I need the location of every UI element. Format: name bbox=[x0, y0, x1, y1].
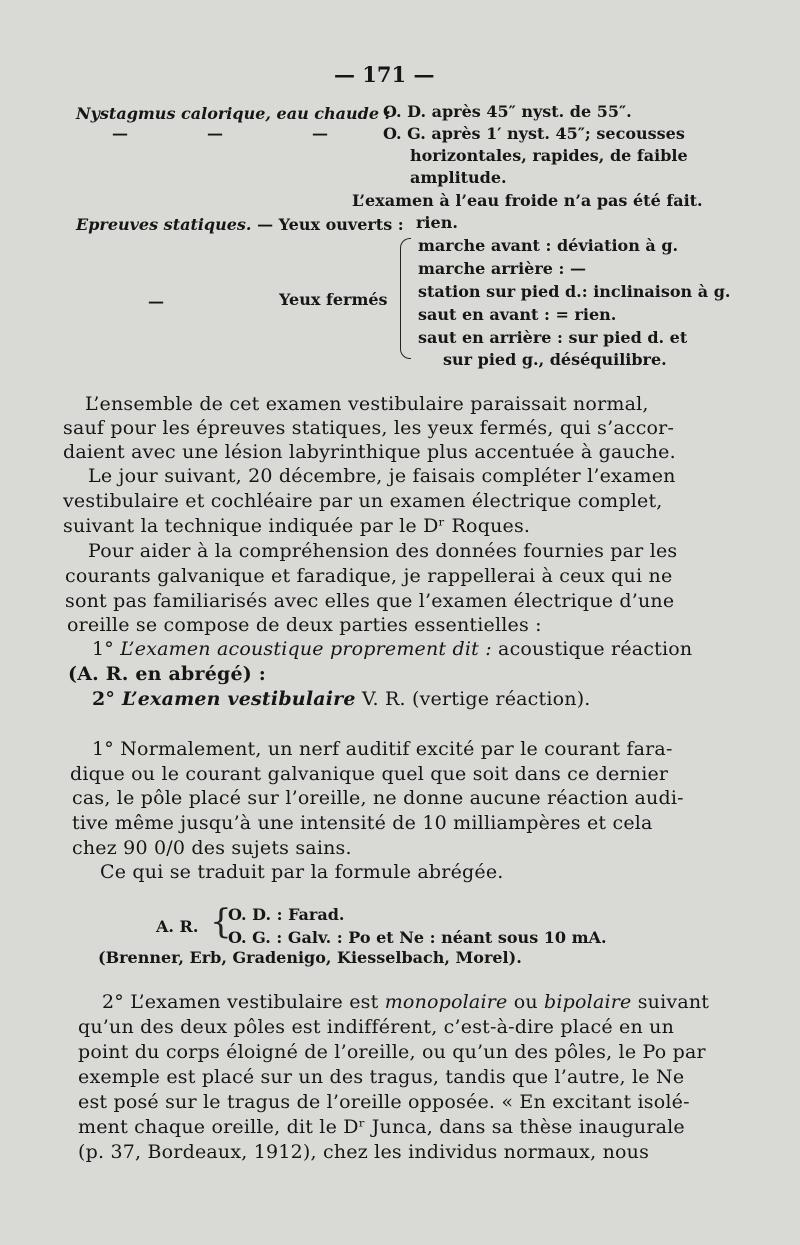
item-2-title: L’examen vestibulaire bbox=[121, 688, 356, 710]
text-run: suivant bbox=[631, 991, 710, 1013]
yeux-fermes-item: sur pied g., déséquilibre. bbox=[443, 350, 667, 369]
item-2 bbox=[92, 688, 591, 710]
nystagmus-label: Nystagmus calorique, eau chaude : bbox=[76, 104, 391, 123]
body-line: vestibulaire et cochléaire par un examen électrique complet, bbox=[63, 490, 663, 512]
yeux-fermes-item: station sur pied d.: inclinaison à g. bbox=[418, 282, 731, 301]
nystagmus-og-line: horizontales, rapides, de faible bbox=[410, 146, 688, 165]
yeux-fermes-label: Yeux fermés bbox=[279, 290, 388, 309]
body-line: L’ensemble de cet examen vestibulaire paraissait normal, bbox=[85, 393, 649, 415]
body-line: sauf pour les épreuves statiques, les yeux fermés, qui s’accor- bbox=[63, 417, 675, 439]
ditto-dash: — bbox=[112, 124, 128, 143]
yeux-fermes-item: marche avant : déviation à g. bbox=[418, 236, 679, 255]
epreuves-line bbox=[76, 215, 404, 234]
item-1-title: L’examen acoustique proprement dit : bbox=[120, 638, 492, 660]
item-1 bbox=[92, 638, 692, 660]
body-line: est posé sur le tragus de l’oreille opposée. « En excitant isolé- bbox=[78, 1091, 690, 1113]
body-line: Le jour suivant, 20 décembre, je faisais compléter l’examen bbox=[88, 465, 676, 487]
yeux-fermes-item: saut en avant : = rien. bbox=[418, 305, 617, 324]
nystagmus-note: L’examen à l’eau froide n’a pas été fait. bbox=[352, 191, 703, 210]
yeux-fermes-item: saut en arrière : sur pied d. et bbox=[418, 328, 688, 347]
text-run-italic: monopolaire bbox=[384, 991, 508, 1013]
nystagmus-od: O. D. après 45″ nyst. de 55″. bbox=[383, 102, 632, 121]
body-line: dique ou le courant galvanique quel que soit dans ce dernier bbox=[70, 763, 669, 785]
brace-top bbox=[400, 238, 411, 299]
body-line: Ce qui se traduit par la formule abrégée. bbox=[100, 861, 504, 883]
item-1-num: 1° bbox=[92, 638, 121, 660]
body-line: exemple est placé sur un des tragus, tandis que l’autre, le Ne bbox=[78, 1066, 685, 1088]
brace-bottom bbox=[400, 298, 411, 359]
formula-line: O. G. : Galv. : Po et Ne : néant sous 10 mA. bbox=[228, 928, 607, 947]
body-line: tive même jusqu’à une intensité de 10 milliampères et cela bbox=[72, 812, 653, 834]
body-line: qu’un des deux pôles est indifférent, c’est-à-dire placé en un bbox=[78, 1016, 675, 1038]
ditto-dash: — bbox=[207, 124, 223, 143]
body-line: ment chaque oreille, dit le Dʳ Junca, dans sa thèse inaugurale bbox=[78, 1116, 685, 1138]
ditto-dash: — bbox=[312, 124, 328, 143]
epreuves-label: Epreuves statiques. bbox=[76, 215, 252, 234]
item-1-line2: (A. R. en abrégé) : bbox=[68, 663, 266, 685]
nystagmus-og-line: O. G. après 1′ nyst. 45″; secousses bbox=[383, 124, 685, 143]
formula-refs: (Brenner, Erb, Gradenigo, Kiesselbach, Morel). bbox=[98, 948, 522, 967]
body-line: suivant la technique indiquée par le Dʳ Roques. bbox=[63, 515, 531, 537]
formula-line: O. D. : Farad. bbox=[228, 905, 345, 924]
item-2-rest: V. R. (vertige réaction). bbox=[355, 688, 591, 710]
text-run: 2° L’examen vestibulaire est bbox=[102, 991, 385, 1013]
body-line: courants galvanique et faradique, je rappellerai à ceux qui ne bbox=[65, 565, 673, 587]
body-line bbox=[102, 991, 709, 1013]
body-line: (p. 37, Bordeaux, 1912), chez les individus normaux, nous bbox=[78, 1141, 650, 1163]
body-line: Pour aider à la compréhension des données fournies par les bbox=[88, 540, 678, 562]
body-line: sont pas familiarisés avec elles que l’examen électrique d’une bbox=[65, 590, 675, 612]
body-line: oreille se compose de deux parties essentielles : bbox=[67, 614, 542, 636]
item-1-rest: acoustique réaction bbox=[491, 638, 693, 660]
ditto-dash: — bbox=[148, 292, 164, 311]
body-line: point du corps éloigné de l’oreille, ou qu’un des pôles, le Po par bbox=[78, 1041, 706, 1063]
item-2-num: 2° bbox=[92, 688, 122, 710]
body-line: daient avec une lésion labyrinthique plus accentuée à gauche. bbox=[63, 441, 676, 463]
body-line: chez 90 0/0 des sujets sains. bbox=[72, 837, 352, 859]
body-line: 1° Normalement, un nerf auditif excité par le courant fara- bbox=[92, 738, 673, 760]
yeux-ouverts-value: rien. bbox=[416, 213, 458, 232]
yeux-fermes-item: marche arrière : — bbox=[418, 259, 586, 278]
text-run: ou bbox=[507, 991, 545, 1013]
body-line: cas, le pôle placé sur l’oreille, ne donne aucune réaction audi- bbox=[72, 787, 684, 809]
epreuves-dash: — bbox=[251, 215, 279, 234]
nystagmus-og-line: amplitude. bbox=[410, 168, 507, 187]
formula-label: A. R. bbox=[156, 917, 199, 936]
page-number: — 171 — bbox=[334, 62, 435, 87]
text-run-italic: bipolaire bbox=[544, 991, 632, 1013]
formula-brace: { bbox=[210, 902, 232, 942]
yeux-ouverts-label: Yeux ouverts : bbox=[278, 215, 404, 234]
